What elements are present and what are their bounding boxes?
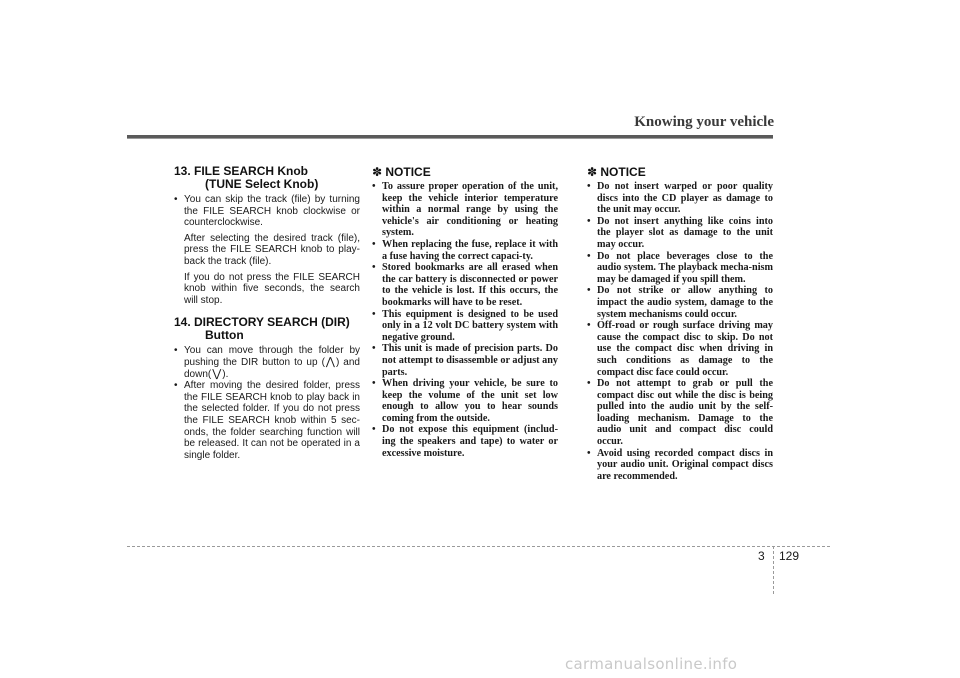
paragraph: If you do not press the FILE SEARCH knob within five seconds, the search will stop. xyxy=(184,271,360,306)
list-item: • Do not insert anything like coins into the player slot as damage to the unit may occur. xyxy=(587,216,773,251)
column-middle xyxy=(372,165,558,459)
column-right xyxy=(587,165,773,482)
text: ). xyxy=(222,368,229,380)
notice-title: ✽ NOTICE xyxy=(372,165,431,179)
page-number: 129 xyxy=(779,549,800,563)
list-item: • This equipment is designed to be used only in a 12 volt DC battery system with negative ground. xyxy=(372,309,558,344)
watermark: carmanualsonline.info xyxy=(565,655,738,673)
section-13-title-line1: 13. FILE SEARCH Knob xyxy=(174,164,309,178)
list-item: • After moving the desired folder, press the FILE SEARCH knob to play back in the selected folder. If you do not press the FILE SEARCH knob within 5 sec-onds, the folder searching function will be released. It can not be operated in a single folder. xyxy=(174,380,360,461)
list-item: • Do not expose this equipment (includ-ing the speakers and tape) to water or excessive moisture. xyxy=(372,424,558,459)
list-item: • Do not place beverages close to the audio system. The playback mecha-nism may be damaged if you spill them. xyxy=(587,251,773,286)
notice-list xyxy=(372,181,558,459)
footer-rule xyxy=(127,546,830,547)
header-rule-thin xyxy=(127,138,773,139)
section-13-title xyxy=(174,165,360,191)
list-item xyxy=(174,345,360,380)
text: ) and down( xyxy=(184,356,360,380)
notice-title: ✽ NOTICE xyxy=(587,165,646,179)
section-14-title-line2: Button xyxy=(205,328,244,343)
section-13-list xyxy=(174,194,360,306)
section-14-title xyxy=(174,316,360,342)
list-item: • When replacing the fuse, replace it with a fuse having the correct capaci-ty. xyxy=(372,239,558,262)
list-item xyxy=(174,194,360,306)
list-item: • Do not strike or allow anything to impact the audio system, damage to the system mechanisms could occur. xyxy=(587,285,773,320)
section-13-title-line2: (TUNE Select Knob) xyxy=(205,177,319,191)
list-item: • Avoid using recorded compact discs in your audio unit. Original compact discs are recommended. xyxy=(587,448,773,483)
column-left xyxy=(174,165,360,461)
list-item: • This unit is made of precision parts. Do not attempt to disassemble or adjust any parts. xyxy=(372,343,558,378)
section-14-list xyxy=(174,345,360,461)
header-title: Knowing your vehicle xyxy=(634,114,774,130)
chapter-number: 3 xyxy=(758,549,765,563)
list-item: • When driving your vehicle, be sure to keep the volume of the unit set low enough to allow you to hear sounds coming from the outside. xyxy=(372,378,558,424)
list-item: • Do not insert warped or poor quality discs into the CD player as damage to the unit may occur. xyxy=(587,181,773,216)
section-14-title-line1: 14. DIRECTORY SEARCH (DIR) xyxy=(174,315,350,330)
down-arrow-icon: ⋁ xyxy=(212,367,222,380)
list-item: • Do not attempt to grab or pull the compact disc out while the disc is being pulled into the audio unit by the self-loading mechanism. Damage to the audio unit and compact disc could occur. xyxy=(587,378,773,448)
list-item: • To assure proper operation of the unit, keep the vehicle interior temperature within a normal range by using the vehicle's air conditioning or heating system. xyxy=(372,181,558,239)
footer-divider xyxy=(773,546,774,594)
text: You can move through the folder by pushing the DIR button to up ( xyxy=(184,345,360,368)
paragraph: After selecting the desired track (file), press the FILE SEARCH knob to play-back the track (file). xyxy=(184,232,360,267)
list-item: • Stored bookmarks are all erased when the car battery is disconnected or power to the vehicle is lost. If this occurs, the bookmarks will have to be reset. xyxy=(372,262,558,308)
notice-list xyxy=(587,181,773,482)
list-item: • Off-road or rough surface driving may cause the compact disc to skip. Do not use the compact disc when driving in such conditions as damage to the compact disc face could occur. xyxy=(587,320,773,378)
paragraph: • You can skip the track (file) by turning the FILE SEARCH knob clockwise or counterclockwise. xyxy=(184,194,360,229)
up-arrow-icon: ⋀ xyxy=(325,355,335,368)
